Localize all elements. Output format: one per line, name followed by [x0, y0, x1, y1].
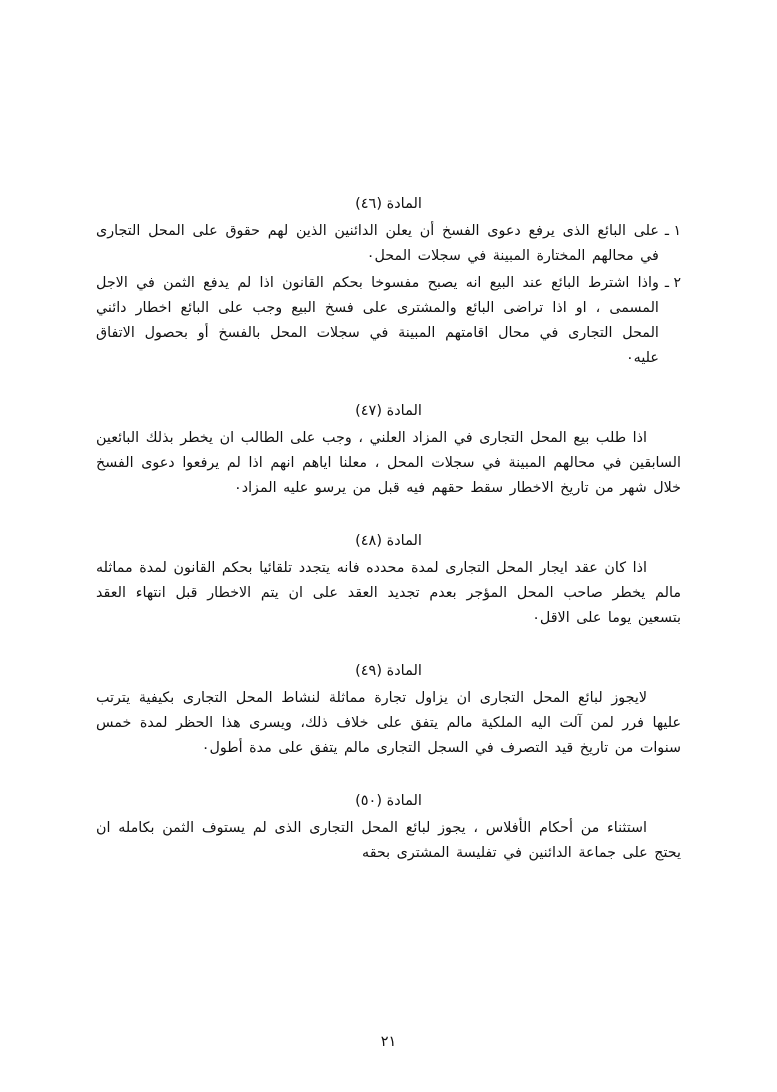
article-block	[96, 663, 681, 761]
clause-number: ٢ ـ	[664, 275, 681, 291]
section-spacer	[96, 523, 681, 533]
article-block	[96, 793, 681, 866]
clause-body	[96, 219, 659, 269]
clause-text: اذا كان عقد ايجار المحل التجارى لمدة محدده فانه يتجدد تلقائيا بحكم القانون لمدة مماثله مالم يخطر صاحب المحل المؤجر بعدم تجديد العقد على ان يتم الاخطار قبل انتهاء العقد بتسعين يوما على الاقل٠	[96, 560, 681, 626]
clause-number: ١ ـ	[664, 223, 681, 239]
article-heading: المادة (٤٦)	[355, 196, 422, 212]
clause-text: واذا اشترط البائع عند البيع انه يصبح مفسوخا بحكم القانون اذا لم يدفع الثمن في الاجل المسمى ، او اذا تراضى البائع والمشترى على فسخ البيع وجب على البائع اخطار دائني المحل التجارى في محال اقامتهم المبينة في سجلات المحل بالفسخ أو بحصول الاتفاق عليه٠	[96, 275, 659, 366]
section-spacer	[96, 653, 681, 663]
article-heading: المادة (٤٩)	[355, 663, 422, 679]
section-spacer	[96, 783, 681, 793]
clause-text: لايجوز لبائع المحل التجارى ان يزاول تجارة مماثلة لنشاط المحل التجارى بكيفية يترتب عليها فرر لمن آلت اليه الملكية مالم يتفق على خلاف ذلك، ويسرى هذا الحظر لمدة خمس سنوات من تاريخ قيد التصرف في السجل التجارى مالم يتفق على مدة أطول٠	[96, 690, 681, 756]
clause-item	[96, 219, 681, 269]
clause-body	[96, 271, 659, 371]
clause-item	[96, 271, 681, 371]
article-block	[96, 196, 681, 371]
clause-text: اذا طلب بيع المحل التجارى في المزاد العلني ، وجب على الطالب ان يخطر بذلك البائعين السابقين في محالهم المبينة في سجلات المحل ، معلنا اياهم انهم اذا لم يرفعوا دعوى الفسخ خلال شهر من تاريخ الاخطار سقط حقهم فيه قبل من يرسو عليه المزاد٠	[96, 430, 681, 496]
section-spacer	[96, 393, 681, 403]
clause-text: استثناء من أحكام الأفلاس ، يجوز لبائع المحل التجارى الذى لم يستوف الثمن بكامله ان يحتج على جماعة الدائنين في تفليسة المشترى بحقه	[96, 820, 681, 861]
article-heading: المادة (٤٨)	[355, 533, 422, 549]
article-block	[96, 403, 681, 501]
page-number: ٢١	[380, 1034, 397, 1050]
document-body	[96, 196, 681, 888]
article-heading: المادة (٤٧)	[355, 403, 422, 419]
clause-text: على البائع الذى يرفع دعوى الفسخ أن يعلن الدائنين الذين لهم حقوق على المحل التجارى في محالهم المختارة المبينة في سجلات المحل٠	[96, 223, 659, 264]
article-heading: المادة (٥٠)	[355, 793, 422, 809]
article-block	[96, 533, 681, 631]
